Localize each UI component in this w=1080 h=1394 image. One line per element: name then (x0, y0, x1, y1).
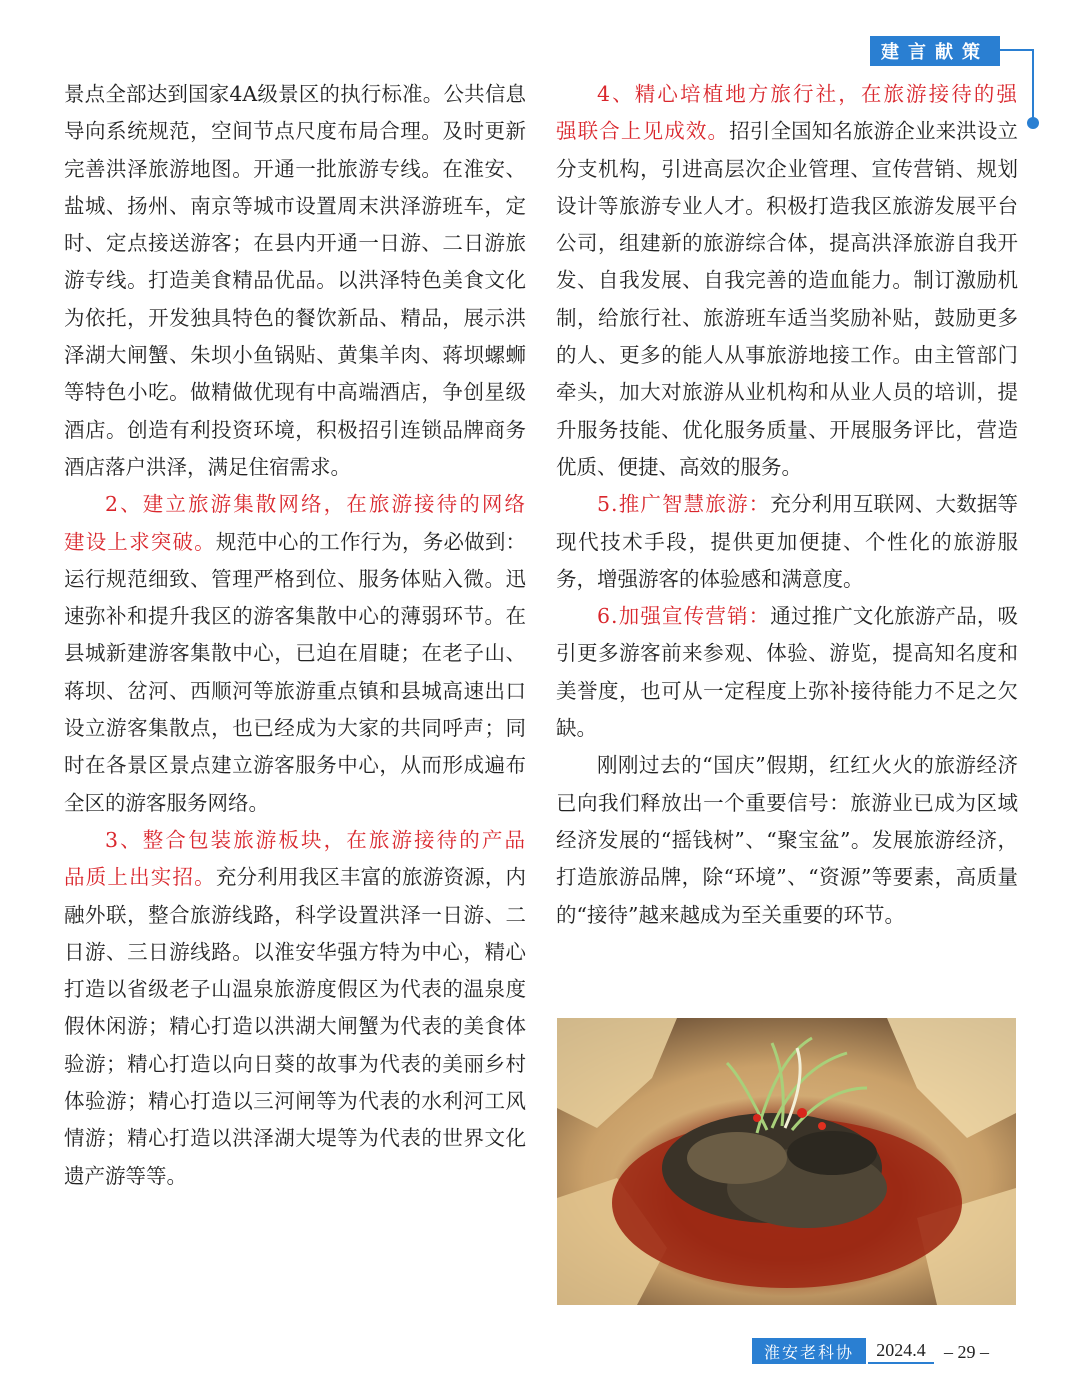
journal-name: 淮安老科协 (752, 1338, 866, 1364)
paragraph-5-heading: 5.推广智慧旅游： (597, 492, 771, 517)
paragraph-3-heading: 3、整合包装旅游板块，在旅游接待的产品品质上出实招。 (64, 827, 526, 890)
paragraph-6-heading: 6.加强宣传营销： (597, 604, 771, 629)
paragraph-2-heading: 2、建立旅游集散网络，在旅游接待的网络建设上求突破。 (64, 492, 526, 554)
right-column (556, 76, 1018, 934)
paragraph-6-body: 通过推广文化旅游产品，吸引更多游客前来参观、体验、游览，提高知名度和美誉度，也可从一定程度上弥补接待能力不足之欠缺。 (556, 604, 1018, 741)
paragraph-2-body: 规范中心的工作行为，务必做到：运行规范细致、管理严格到位、服务体贴入微。迅速弥补和提升我区的游客集散中心的薄弱环节。在县城新建游客集散中心，已迫在眉睫；在老子山、蒋坝、岔河、西顺河等旅游重点镇和县城高速出口设立游客集散点，也已经成为大家的共同呼声；同时在各景区景点建立游客服务中心，从而形成遍布全区的游客服务网络。 (64, 529, 527, 815)
section-tag: 建言献策 (870, 36, 1000, 66)
paragraph-6 (556, 598, 1018, 747)
food-photo (557, 1018, 1016, 1305)
paragraph-4-body: 招引全国知名旅游企业来洪设立分支机构，引进高层次企业管理、宣传营销、规划设计等旅游专业人才。积极打造我区旅游发展平台公司，组建新的旅游综合体，提高洪泽旅游自我开发、自我发展、自我完善的造血能力。制订激励机制，给旅行社、旅游班车适当奖励补贴，鼓励更多的人、更多的能人从事旅游地接工作。由主管部门牵头，加大对旅游从业机构和从业人员的培训，提升服务技能、优化服务质量、开展服务评比，营造优质、便捷、高效的服务。 (556, 119, 1019, 479)
paragraph-7: 刚刚过去的“国庆”假期，红红火火的旅游经济已向我们释放出一个重要信号：旅游业已成为区域经济发展的“摇钱树”、“聚宝盆”。发展旅游经济，打造旅游品牌，除“环境”、“资源”等要素，高质量的“接待”越来越成为至关重要的环节。 (556, 753, 1018, 927)
paragraph-4-heading: 4、精心培植地方旅行社，在旅游接待的强强联合上见成效。 (556, 82, 1018, 144)
left-column (64, 76, 526, 1195)
paragraph-2 (64, 486, 526, 822)
page-number: – 29 – (944, 1341, 989, 1362)
tag-connector-horizontal (1000, 49, 1034, 51)
paragraph-1: 景点全部达到国家4A级景区的执行标准。公共信息导向系统规范，空间节点尺度布局合理。及时更新完善洪泽旅游地图。开通一批旅游专线。在淮安、盐城、扬州、南京等城市设置周末洪泽游班车，定时、定点接送游客；在县内开通一日游、二日游旅游专线。打造美食精品优品。以洪泽特色美食文化为依托，开发独具特色的餐饮新品、精品，展示洪泽湖大闸蟹、朱坝小鱼锅贴、黄集羊肉、蒋坝螺蛳等特色小吃。做精做优现有中高端酒店，争创星级酒店。创造有利投资环境，积极招引连锁品牌商务酒店落户洪泽，满足住宿需求。 (64, 82, 526, 479)
tag-connector-vertical (1032, 49, 1034, 121)
journal-issue: 2024.4 (868, 1338, 934, 1364)
paragraph-3 (64, 822, 526, 1195)
paragraph-4 (556, 76, 1018, 486)
paragraph-3-body: 充分利用我区丰富的旅游资源，内融外联，整合旅游线路，科学设置洪泽一日游、二日游、三日游线路。以淮安华强方特为中心，精心打造以省级老子山温泉旅游度假区为代表的温泉度假休闲游；精心打造以洪湖大闸蟹为代表的美食体验游；精心打造以向日葵的故事为代表的美丽乡村体验游；精心打造以三河闸等为代表的水利河工风情游；精心打造以洪泽湖大堤等为代表的世界文化遗产游等等。 (64, 865, 527, 1188)
tag-dot-icon (1027, 117, 1039, 129)
food-photo-graphic (557, 1018, 1016, 1305)
paragraph-5 (556, 486, 1018, 598)
paragraph-5-body: 充分利用互联网、大数据等现代技术手段，提供更加便捷、个性化的旅游服务，增强游客的体验感和满意度。 (556, 492, 1018, 591)
